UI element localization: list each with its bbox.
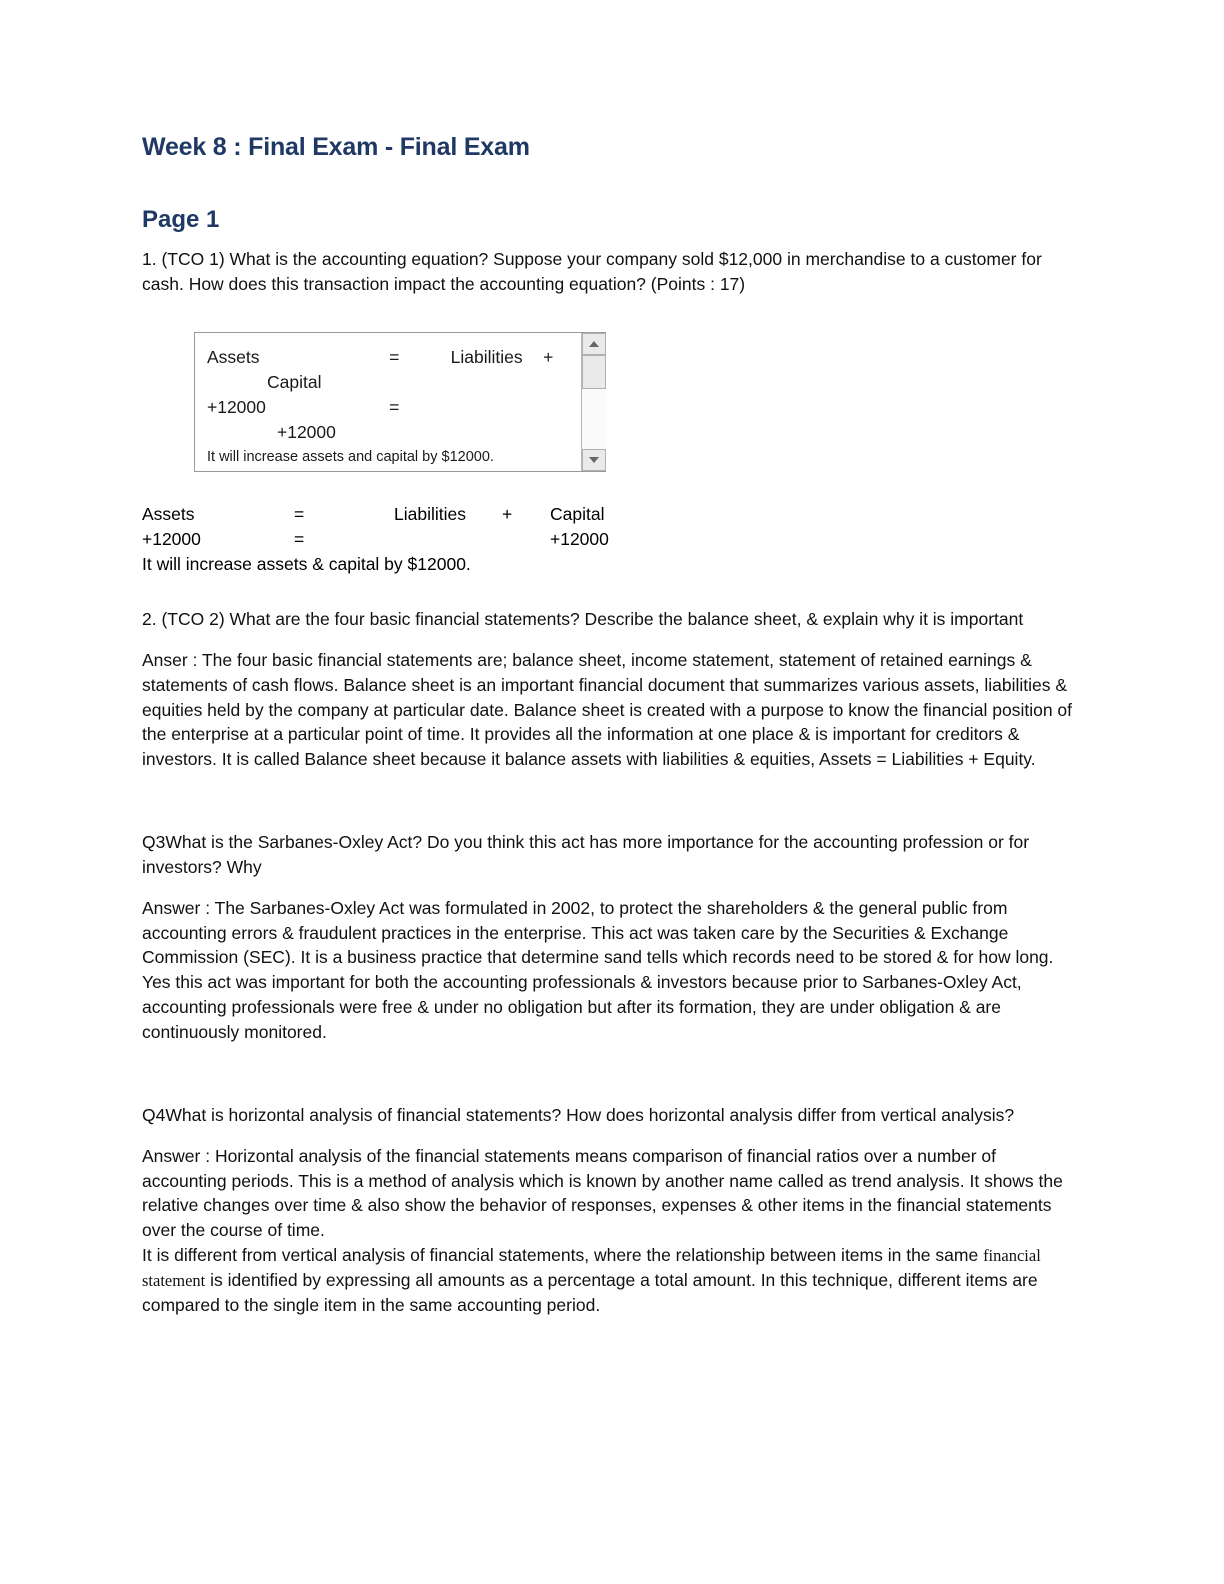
question-1-text: 1. (TCO 1) What is the accounting equation? Suppose your company sold $12,000 in merchandise to a customer for cash. How does this transaction impact the accounting equation? (Points : 17) <box>142 248 1042 294</box>
section-heading-page-1: Page 1 <box>142 206 220 233</box>
embed-assets-amount: +12000 <box>207 397 266 418</box>
embedded-equation-table <box>207 345 575 444</box>
equals-sign-1: = <box>294 504 305 525</box>
assets-label: Assets <box>142 504 195 525</box>
embed-capital-label: Capital <box>267 372 322 393</box>
embed-plus-sign: + <box>543 347 554 368</box>
document-body <box>142 132 1072 1318</box>
answer-4-serif-phrase: financial statement <box>142 1246 1041 1290</box>
embed-capital-amount: +12000 <box>277 422 336 443</box>
capital-label: Capital <box>550 504 605 525</box>
liabilities-label: Liabilities <box>394 504 466 525</box>
question-3-text: Q3What is the Sarbanes-Oxley Act? Do you think this act has more importance for the accounting profession or for investors? Why <box>142 832 1030 877</box>
typed-equation-block <box>142 502 1072 577</box>
table-row <box>142 527 609 552</box>
table-row <box>207 395 575 420</box>
scroll-up-icon[interactable] <box>582 333 606 355</box>
table-row <box>207 420 575 445</box>
embedded-scrollbar[interactable] <box>581 333 605 471</box>
embed-note-text: It will increase assets and capital by $12000. <box>207 448 494 465</box>
scrollbar-thumb[interactable] <box>582 355 606 389</box>
answer-3-text: Answer : The Sarbanes-Oxley Act was formulated in 2002, to protect the shareholders & the general public from accounting errors & fraudulent practices in the enterprise. This act was taken care by the Securities & Exchange Commission (SEC). It is a business practice that determine sand tells which records need to be stored & for how long. Yes this act was important for both the accounting professionals & investors because prior to Sarbanes-Oxley Act, accounting professionals were free & under no obligation but after its formation, they are under obligation & are continuously monitored. <box>142 897 1054 1042</box>
embed-equals-2: = <box>389 397 400 418</box>
answer-2-text: Anser : The four basic financial statements are; balance sheet, income statement, statement of retained earnings & statements of cash flows. Balance sheet is an important financial document that summarizes various assets, liabilities & equities held by the company at particular date. Balance sheet is created with a purpose to know the financial position of the enterprise at a particular point of time. It provides all the information at one place & is important for creditors & investors. It is called Balance sheet because it balance assets with liabilities & equities, Assets = Liabilities + Equity. <box>142 649 1073 770</box>
scrollbar-track[interactable] <box>582 355 606 449</box>
page-title: Week 8 : Final Exam - Final Exam <box>142 133 530 161</box>
answer-4-part-2 <box>142 1243 1072 1318</box>
answer-4-tail: is identified by expressing all amounts as a percentage a total amount. In this technique, different items are compared to the single item in the same accounting period. <box>142 1269 1038 1315</box>
embed-assets-label: Assets <box>207 347 260 368</box>
embed-liabilities-label: Liabilities <box>450 347 523 368</box>
embed-equals-1: = <box>389 347 400 368</box>
answer-4-part-1: Answer : Horizontal analysis of the financial statements means comparison of financial ratios over a number of accounting periods. This is a method of analysis which is known by another name called as trend analysis. It shows the relative changes over time & also show the behavior of responses, expenses & other items in the financial statements over the course of time. <box>142 1145 1063 1241</box>
caret-down-icon <box>589 457 599 463</box>
plus-sign: + <box>502 504 513 525</box>
assets-amount: +12000 <box>142 529 201 550</box>
capital-amount: +12000 <box>550 529 609 550</box>
table-row <box>207 345 575 370</box>
question-4-text: Q4What is horizontal analysis of financial statements? How does horizontal analysis differ from vertical analysis? <box>142 1104 1015 1125</box>
caret-up-icon <box>589 341 599 347</box>
embedded-answer-content <box>195 333 581 471</box>
table-row <box>142 502 609 527</box>
equation-note: It will increase assets & capital by $12000. <box>142 554 471 575</box>
table-row <box>207 370 575 395</box>
question-2-text: 2. (TCO 2) What are the four basic financial statements? Describe the balance sheet, & explain why it is important <box>142 609 1024 630</box>
equals-sign-2: = <box>294 529 305 550</box>
answer-4-lead: It is different from vertical analysis of financial statements, where the relationship between items in the same <box>142 1245 984 1266</box>
scroll-down-icon[interactable] <box>582 449 606 471</box>
typed-equation-table <box>142 502 609 552</box>
embedded-answer-screenshot <box>194 332 606 472</box>
